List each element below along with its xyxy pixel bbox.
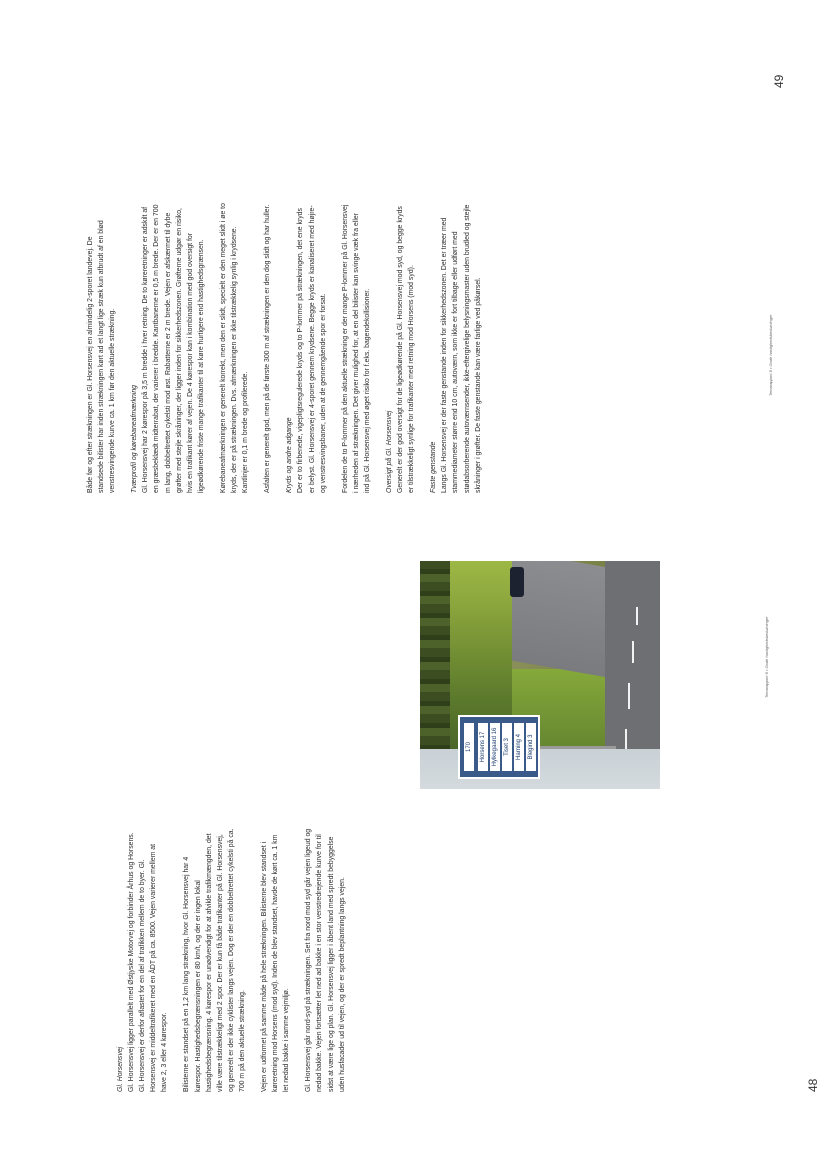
paragraph: Gl. Horsensvej har 2 kørespor på 3,5 m bredde i hver retning. De to køreretninger er adskilt af en græsbeklædt midterrabat, der varierer i bredde. Kantbanerne er 0,5 m brede. Der er en 700 m lang, dobbeltrettet cykelsti mod øst. Rabatterne er 2 m brede. Vejen er afskærmet til dybe grøfter med stejle skråninger, der ligger inden for sikkerhedszonen. Grøfterne udgør en risiko, hvis en trafikant kører af vejen. De 4 kørespor kan i kombination med god oversigt for ligeødkørende friste mange trafikanter til at køre hurtigere end hastighedsgrænsen. (142, 204, 205, 493)
lane-marking (632, 641, 634, 663)
page-footer: Temarapport 8 • Gode hastighedsbeslutninger (768, 314, 773, 396)
paragraph: Fordelen de to P-lommer på den aktuelle strækning er der mange P-lommer på Gl. Horsensvej i nærheden af strækningen. Det giver mulighed for, at en del bilister kan svinge væk fra eller ind på Gl. Horsensvej med øget risiko for f.eks. bagendekollisioner. (341, 204, 371, 493)
road-photo (420, 561, 660, 789)
page-footer: Temarapport 8 • Gode hastighedsbeslutninger (764, 616, 769, 698)
section-heading: Kryds og andre adgange (286, 417, 294, 493)
lane-marking (636, 607, 638, 625)
paragraph: Bilisterne er standset på en 1,2 km lang strækning, hvor Gl. Horsensvej har 4 kørespor. Hastighedsbegrænsningen er 80 km/t, og der er ingen lokal hastighedsbegrænsning. 4 kørespor er unødvendigt for at afvikle trafikmængden, det ville være tilstrækkeligt med 2 spor. Der er kun få både trafikanter på Gl. Horsensvej, og generelt er der ikke cyklister langs vejen. Dog er der en dobbeltrettet cykelsti på ca. 700 m på den aktuelle strækning. (183, 828, 246, 1092)
paragraph: Kørebaneafmærkningen er generelt korrekt, men den er slidt, specielt er den meget slidt i øe to kryds, der er på strækningen. Dvs. afmærkningen er ikke tilstrækkelig synlig i krydsene. Kantlinjer er 0,1 m brede og profilerede. (219, 203, 250, 493)
section-heading: Faste genstande (430, 441, 438, 493)
section-heading: Tværprofil og kørebaneafmærkning (131, 385, 139, 493)
sign-post (536, 746, 616, 749)
sign-line: Tiset 3 (502, 723, 512, 771)
page-number: 48 (806, 1078, 820, 1092)
left-text-column (115, 828, 359, 1092)
paragraph: Generelt er der god oversigt for de ligeødkørende på Gl. Horsensvej mod syd, og begge kryds er tilstrækkeligt synlige for trafikanter med retning mod Horsens (mod syd). (397, 206, 416, 493)
lane-marking (628, 683, 630, 709)
sky (420, 749, 660, 789)
sign-line: Blegind 3 (526, 723, 536, 771)
paragraph: Langs Gl. Horsensvej er der faste genstande inden for sikkerhedszonen. Det er træer med stammediameter større end 10 cm, autoværn, som ikke er fort tilbage eller udført med stødabsorberende autoværnsender, ikke-eftergivelige belysningsmaster uden brudled og stejle skråninger i grøfter. De faste genstande kan være farlige ved påkørsel. (441, 204, 482, 493)
sign-route-number: 170 (464, 723, 474, 771)
direction-sign (458, 715, 540, 779)
paragraph: Både før og efter strækningen er Gl. Horsensvej en almindelig 2-sporet landevej. De standsede bilister har inden strækningen kørt ad et langt lige stræk kun afbrudt af en blød venstresvingende kurve ca. 1 km før den aktuelle strækning. (87, 220, 117, 493)
sign-line: Horsens 17 (478, 723, 488, 771)
paragraph: Der er to firbenede, vigepligtsregulerede kryds og to P-lommer på strækningen, det ene kryds er belyst. Gl. Horsensvej er 4-sporet gennem krydsene. Begge kryds er kanaliseret med højre- og venstresvingsbaner, uden at de gennemgående spor er forsat. (297, 205, 327, 493)
sign-line: Harning 4 (514, 723, 524, 771)
sign-line: Hylkegaard 16 (490, 723, 500, 771)
page-48 (0, 585, 827, 1170)
paragraph: Vejen er udformet på samme måde på hele strækningen. Bilisterne blev standset i køreretning mod Horsens (mod syd). Inden de blev standset, havde de kørt ca. 1 km let nedad bakke i samme vejmiljø. (261, 834, 291, 1092)
right-text-column (85, 203, 495, 493)
paragraph: Gl. Horsensvej ligger parallelt med Østjyske Motorvej og forbinder Århus og Horsens. Gl. Horsensvej er derfor aflastet for en del af trafikken mellem de to byer. Gl. Horsensvej er middeltrafikeret med en ÅDT på ca. 8500. Vejen varierer mellem at have 2, 3 eller 4 kørespor. (128, 832, 169, 1092)
page-number: 49 (772, 74, 786, 88)
section-heading: Gl. Horsensvej (117, 1046, 124, 1092)
section-heading: Oversigt på Gl. Horsensvej (385, 410, 393, 493)
paragraph: Gl. Horsensvej går nord-syd på strækningen. Set fra nord mod syd går vejen ligeud og nedad bakke. Vejen fortsætter let ned ad bakke i en stor venstredrejende kurve for til sidst at være lige og plan. Gl. Horsensvej ligger i åbent land med spredt bebyggelse uden husfacader ud til vejen, og der er spredt beplantning langs vejen. (305, 828, 346, 1092)
paragraph: Asfalten er generelt god, men på de første 300 m af strækningen er den dog slidt og har huller. (264, 204, 272, 493)
